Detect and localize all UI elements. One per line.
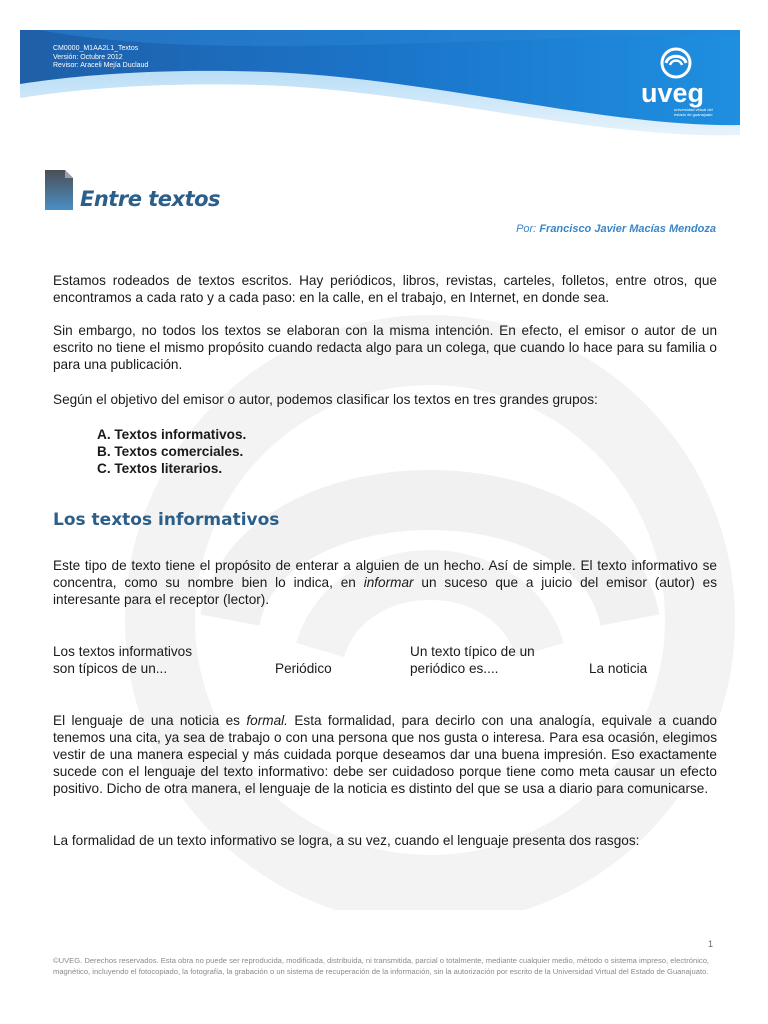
meta-code: CM0000_M1AA2L1_Textos — [53, 45, 139, 52]
list-item: A. Textos informativos. — [97, 427, 247, 442]
header-banner — [0, 0, 768, 140]
emphasis-text: informar — [363, 575, 414, 590]
table-cell-news: La noticia — [589, 661, 648, 676]
table-cell-newspaper: Periódico — [275, 661, 332, 676]
text-types-list — [97, 426, 246, 477]
text-run: un suceso que a juicio del emisor (autor) es interesante para el receptor (lector). — [53, 575, 717, 607]
logo-swirl-icon — [656, 46, 696, 80]
document-meta — [53, 45, 148, 71]
page-title: Entre textos — [80, 187, 221, 211]
table-cell-typical-of — [53, 643, 192, 677]
logo-subtext: universidad virtual del estado de guanajuato — [674, 107, 713, 117]
meta-version: Versión: Octubre 2012 — [53, 53, 123, 61]
paragraph-formality — [53, 712, 717, 797]
paragraph-classification: Según el objetivo del emisor o autor, podemos clasificar los textos en tres grandes grupos: — [53, 392, 598, 407]
paragraph-intention: Sin embargo, no todos los textos se elaboran con la misma intención. En efecto, el emisor o autor de un escrito no tiene el mismo propósito cuando redacta algo para un colega, que cuando lo hace para su familia o para una publicación. — [53, 323, 717, 372]
text-run: El lenguaje de una noticia es — [53, 713, 247, 728]
author-name: Francisco Javier Macías Mendoza — [539, 223, 716, 235]
cell-line: Un texto típico de un — [410, 644, 535, 659]
text-run: Esta formalidad, para decirlo con una analogía, equivale a cuando tenemos una cita, ya sea de trabajo o con una persona que nos gusta o interesa. Para esa ocasión, elegimos vestir de una manera especial y más cuidada porque deseamos dar una buena impresión. Eso exactamente sucede con el lenguaje del texto informativo: debe ser cuidadoso porque tiene como meta causar un efecto positivo. Dicho de otra manera, el lenguaje de la noticia es distinto del que se usa a diario para comunicarse. — [53, 713, 717, 796]
paragraph-informative — [53, 557, 717, 608]
section-heading: Los textos informativos — [53, 510, 280, 530]
author-line — [516, 223, 716, 235]
page-number: 1 — [707, 939, 713, 949]
logo-word: uveg — [641, 78, 705, 108]
table-cell-typical-text — [410, 643, 535, 677]
emphasis-text: formal. — [246, 713, 288, 728]
cell-line: Los textos informativos — [53, 644, 193, 659]
paragraph-intro: Estamos rodeados de textos escritos. Hay periódicos, libros, revistas, carteles, folletos, entre otros, que encontramos a cada rato y a cada paso: en la calle, en el trabajo, en Internet, en donde sea. — [53, 273, 717, 305]
uveg-logo — [632, 44, 732, 120]
cell-line: son típicos de un... — [53, 661, 168, 676]
text-run: Este tipo de texto tiene el propósito de enterar a alguien de un hecho. Así de simple. El texto informativo se concentra, como su nombre bien lo indica, en — [53, 558, 717, 590]
list-item: B. Textos comerciales. — [97, 444, 244, 459]
meta-reviewer: Revisor: Araceli Mejía Duclaud — [53, 62, 149, 69]
list-item: C. Textos literarios. — [97, 461, 223, 476]
document-icon — [42, 168, 76, 212]
copyright-footer: ©UVEG. Derechos reservados. Esta obra no puede ser reproducida, modificada, distribuida, ni transmitida, parcial o totalmente, mediante cualquier medio, método o sistema impreso, electrónico, magnético, incluyendo el fotocopiado, la fotografía, la grabación o un sistema de recuperación de la información, sin la autorización por escrito de la Universidad Virtual del Estado de Guanajuato. — [53, 956, 710, 976]
paragraph-traits: La formalidad de un texto informativo se logra, a su vez, cuando el lenguaje presenta dos rasgos: — [53, 833, 640, 848]
cell-line: periódico es.... — [410, 661, 499, 676]
author-label: Por: — [516, 223, 537, 235]
